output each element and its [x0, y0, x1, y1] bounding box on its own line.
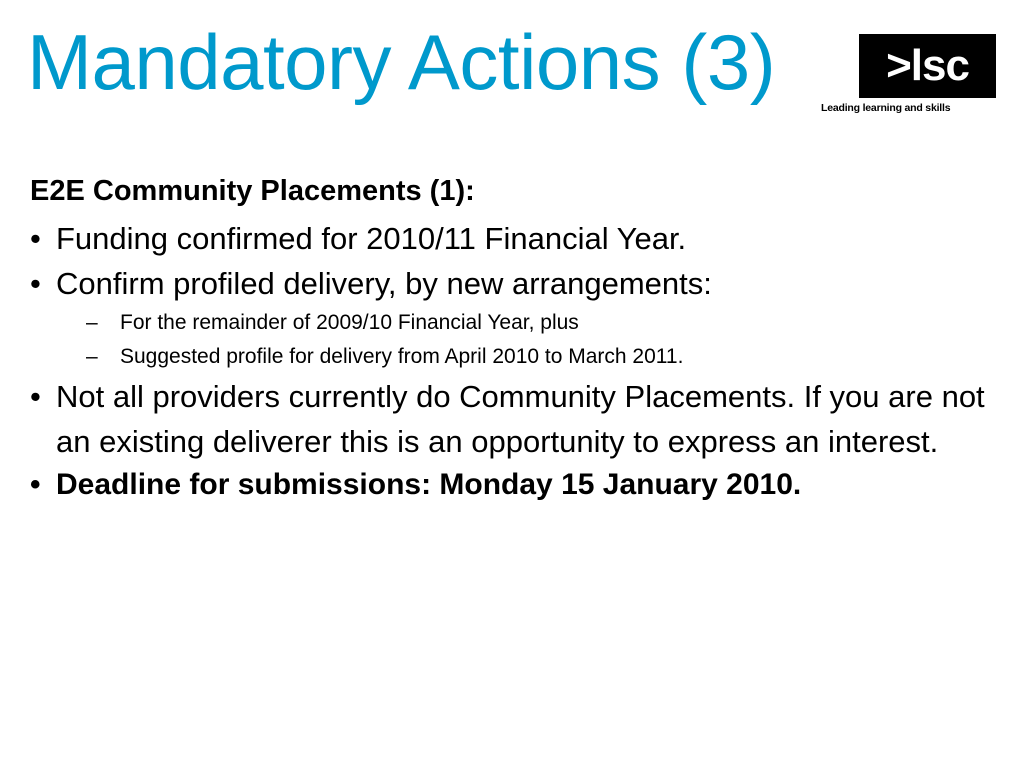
slide-title: Mandatory Actions (3) [27, 18, 776, 106]
bullet-item-funding [30, 216, 990, 261]
bullet-list [30, 216, 990, 506]
sub-bullet-text: For the remainder of 2009/10 Financial Year, plus [120, 311, 579, 334]
sub-bullet-text: Suggested profile for delivery from April 2010 to March 2011. [120, 345, 684, 368]
slide-body [30, 170, 990, 506]
bullet-item-confirm-profile [30, 261, 990, 374]
bullet-icon: • [30, 266, 41, 301]
bullet-text: Not all providers currently do Community Placements. If you are not an existing deliverer this is an opportunity to express an interest. [56, 379, 985, 459]
bullet-text: Confirm profiled delivery, by new arrangements: [56, 266, 712, 301]
dash-icon: – [86, 311, 98, 334]
bullet-text: Deadline for submissions: Monday 15 January 2010. [56, 468, 802, 501]
bullet-item-providers [30, 374, 990, 464]
bullet-icon: • [30, 379, 41, 414]
sub-bullet-item [56, 340, 990, 374]
lsc-logo-mark: >lsc [859, 34, 996, 98]
sub-bullet-list [56, 306, 990, 374]
lsc-logo-tagline: Leading learning and skills [821, 102, 951, 114]
bullet-icon: • [30, 221, 41, 256]
sub-bullet-item [56, 306, 990, 340]
bullet-text: Funding confirmed for 2010/11 Financial Year. [56, 221, 687, 256]
bullet-icon: • [30, 468, 41, 501]
dash-icon: – [86, 345, 98, 368]
bullet-item-deadline [30, 464, 990, 506]
lsc-logo [817, 34, 997, 118]
section-heading: E2E Community Placements (1): [30, 175, 475, 207]
